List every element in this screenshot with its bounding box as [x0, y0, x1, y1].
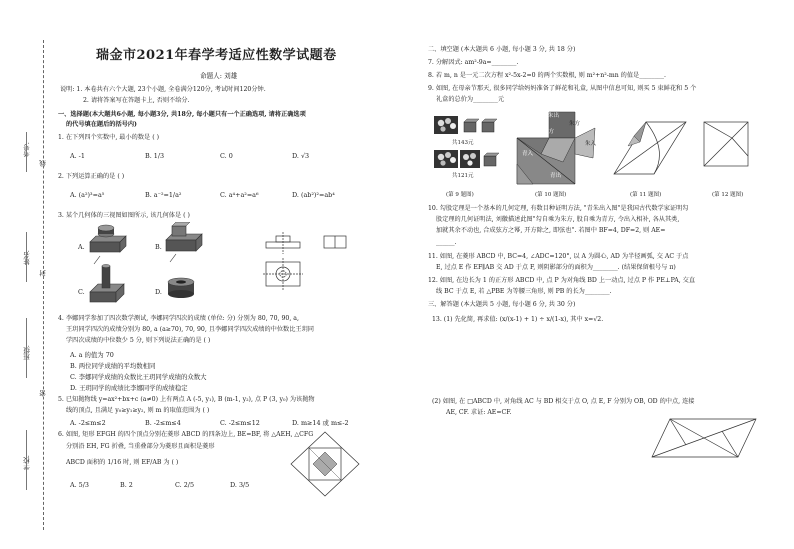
gutter-xian: 线 [39, 160, 47, 167]
q3-option-a: A. [78, 243, 85, 251]
page-title: 瑞金市2021年春学考适应性数学试题卷 [96, 48, 337, 63]
q2-option-b: B. a⁻²=1/a² [145, 191, 182, 199]
section2-heading: 二、填空题 (本大题共 6 小题, 每小题 3 分, 共 18 分) [428, 46, 576, 53]
q2-option-c: C. a⁴+a²=a⁶ [220, 191, 259, 199]
q6-option-a: A. 5/3 [70, 481, 89, 489]
q3-solid-figures [86, 222, 226, 310]
q6-option-c: C. 2/5 [175, 481, 195, 489]
q5-option-c: C. -2≤m≤12 [220, 419, 260, 427]
question-5-line-1: 5. 已知抛物线 y=ax²+bx+c (a≠0) 上有两点 A (-5, y₁), B (m-1, y₂), 点 P (3, y₀) 为该抛物 [58, 396, 315, 403]
fig12-caption: (第 12 题图) [712, 192, 744, 198]
gift-box-icon [484, 153, 499, 166]
question-11-line-1: 11. 如图, 在菱形 ABCD 中, BC=4, ∠ADC=120°, 以 A 为圆心, AD 为半径画弧, 交 AC 于点 [428, 253, 689, 260]
q4-option-b: B. 两位同学成绩的平均数相同 [70, 362, 156, 370]
fig9-price-1: 共143元 [452, 140, 474, 146]
question-10-line-2: 股定理的几何证明法, 刘徽描述此图"勾自乘为朱方, 股自乘为青方, 令出入相补, 各从其类, [436, 216, 680, 223]
section3-heading: 三、解答题 (本大题共 5 小题, 每小题 6 分, 共 30 分) [428, 301, 576, 308]
q6-option-d: D. 3/5 [230, 481, 250, 489]
gutter-xingming: 姓名: [23, 250, 31, 266]
gutter-kaohao: 考号: [23, 142, 31, 158]
gift-box-icon [464, 119, 497, 132]
q6-option-b: B. 2 [120, 481, 133, 489]
question-4-line-1: 4. 李娜同学参加了四次数学测试, 李娜同学四次的成绩 (单位: 分) 分别为 80, 70, 90, a, [58, 315, 299, 322]
question-13-part-2-line-2: AE, CF. 求证: AE=CF. [446, 409, 512, 416]
gutter-xuexiao: 学校: [23, 455, 31, 471]
question-13-part-2-line-1: (2) 如图, 在 □ABCD 中, 对角线 AC 与 BD 相交于点 O, 点 E, F 分别为 OB, OD 的中点, 连接 [432, 398, 695, 405]
solid-d [168, 278, 194, 298]
question-12-line-1: 12. 如图, 在边长为 1 的正方形 ABCD 中, 点 P 为对角线 BD 上一动点, 过点 P 作 PE⊥PA, 交直 [428, 277, 696, 284]
q5-option-d: D. m≥14 或 m≤-2 [292, 419, 349, 427]
q2-option-d: D. (ab²)²=ab⁴ [292, 191, 335, 199]
fig11-rhombus-arc [610, 116, 690, 180]
q3-option-b: B. [155, 243, 162, 251]
fig10-label-zhufang: 朱方 [569, 121, 581, 127]
q4-option-c: C. 李娜同学成绩的众数比王玥同学成绩的众数大 [70, 373, 207, 381]
question-9-line-2: 礼盒的总价为________元 [436, 96, 505, 103]
fig12-square-diagonal [700, 118, 760, 178]
fig9-caption: (第 9 题图) [446, 192, 474, 198]
q3-option-d: D. [155, 288, 162, 296]
author-line: 命题人: 刘雄 [200, 72, 238, 80]
fig10-label-qingfang: 青方 [543, 129, 555, 135]
fig10-caption: (第 10 题图) [535, 192, 567, 198]
fig10-label-qingchu: 青出 [550, 173, 562, 179]
q5-option-b: B. -2≤m≤4 [145, 419, 181, 427]
section1-heading: 一、选择题(本大题共6小题, 每小题3分, 共18分, 每小题只有一个正确选项, 请将正确选项 [58, 111, 306, 118]
flower-bunch-icon [434, 116, 458, 134]
question-10-line-4: ______. [436, 239, 457, 246]
gutter-mi: 密 [39, 390, 47, 397]
flower-bunch-icon [434, 150, 458, 168]
question-10-line-1: 10. 勾股定理是一个基本的几何定理, 有数目种证明方法, "青朱出入图"是我国古代数学家证明勾 [428, 205, 689, 212]
question-6-line-2: 分别沿 EH, FG 折叠, 当重叠部分为菱形且面积是菱形 [66, 443, 215, 450]
fig10-label-zhuru: 朱入 [585, 141, 597, 147]
q1-option-b: B. 1/3 [145, 152, 165, 160]
question-12-line-2: 线 BC 于点 E, 若 △PBE 为等腰三角形, 则 PB 的长为________. [436, 288, 612, 295]
section1-heading-2: 的代号填在题后的括号内) [66, 121, 137, 128]
question-3: 3. 某个几何体的三视图如图所示, 该几何体是 ( ) [58, 212, 190, 219]
solid-c [90, 264, 124, 302]
question-9-line-1: 9. 如图, 在母亲节那天, 很多同学给妈妈准备了鲜花和礼盒, 从图中信息可知, 则买 5 束鲜花和 5 个 [428, 85, 697, 92]
flower-bunch-icon [460, 150, 480, 168]
q1-option-d: D. √3 [292, 152, 310, 160]
question-13-part-1: 13. (1) 先化简, 再求值: (x/(x-1) + 1) ÷ x/(1-x), 其中 x=√2. [432, 316, 604, 323]
question-4-line-3: 学四次成绩的中位数少 5 分, 则下列说法正确的是 ( ) [66, 337, 211, 344]
q4-option-a: A. a 的值为 70 [70, 351, 114, 359]
q2-option-a: A. (a²)³=a⁵ [70, 191, 105, 199]
q4-option-d: D. 王玥同学的成绩比李娜同学的成绩稳定 [70, 384, 188, 392]
fig9-price-2: 共121元 [452, 173, 474, 179]
gutter-banji: 班级: [23, 345, 31, 361]
question-10-line-3: 加就其余不动也, 合成弦方之幂, 开方除之, 即弦也". 若图中 BF=4, DF=2, 则 AE= [436, 227, 666, 234]
fig10-label-zhuchu: 朱出 [548, 113, 560, 119]
q5-option-a: A. -2≤m≤2 [70, 419, 106, 427]
fig10-label-qingru: 青入 [522, 151, 534, 157]
question-7: 7. 分解因式: am²-9a=________. [428, 59, 519, 66]
question-5-line-2: 线的顶点, 且满足 y₀≥y₁≥y₂, 则 m 的取值范围为 ( ) [66, 407, 210, 414]
solid-b [166, 222, 202, 262]
note-1: 说明: 1. 本卷共有六个大题, 23个小题, 全卷满分120分, 考试时间120分钟. [60, 86, 266, 93]
question-2: 2. 下列运算正确的是 ( ) [58, 173, 125, 180]
question-6-line-1: 6. 如图, 矩形 EFGH 的四个顶点分别在菱形 ABCD 的四条边上, BE=BF, 将 △AEH, △CFG [58, 431, 314, 438]
gutter-feng: 封 [39, 270, 47, 277]
question-8: 8. 若 m, n 是一元二次方程 x²-5x-2=0 的两个实数根, 则 m²+n²-mn 的值是________. [428, 72, 666, 79]
question-4-line-2: 王玥同学四次的成绩分别为 80, a (a≥70), 70, 90, 且李娜同学四次成绩的中位数比王玥同 [66, 326, 314, 333]
q1-option-c: C. 0 [220, 152, 233, 160]
note-2: 2. 请将答案写在答题卡上, 否则不给分. [83, 97, 190, 104]
q6-rhombus-figure [285, 428, 365, 500]
question-1: 1. 在下列四个实数中, 最小的数是 ( ) [58, 134, 160, 141]
q3-three-views [262, 230, 354, 296]
question-6-line-3: ABCD 面积的 1/16 时, 则 EF/AB 为 ( ) [66, 459, 179, 466]
question-11-line-2: E, 过点 E 作 EF∥AB 交 AD 于点 F, 则阴影部分的面积为________. (结果保留根号与 π) [436, 264, 676, 271]
q1-option-a: A. -1 [70, 152, 85, 160]
q3-option-c: C. [78, 288, 85, 296]
fig11-caption: (第 11 题图) [630, 192, 662, 198]
solid-a [90, 225, 126, 264]
q13-parallelogram-figure [650, 415, 760, 461]
